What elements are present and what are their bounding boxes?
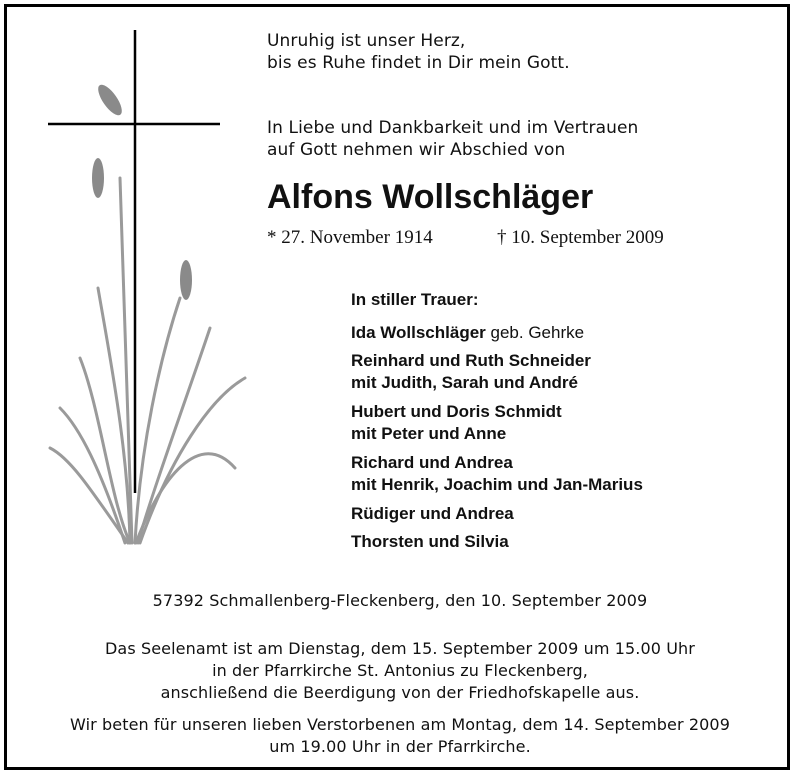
prayer-line-1: Wir beten für unseren lieben Verstorbenen am Montag, dem 14. September 2009 (70, 715, 730, 734)
cattail-icon (92, 81, 192, 300)
cross-with-reeds-illustration (40, 28, 260, 553)
mourners-heading: In stiller Trauer: (351, 290, 479, 309)
mourner-line-4b: mit Henrik, Joachim und Jan-Marius (351, 475, 643, 494)
intro-line-2: auf Gott nehmen wir Abschied von (267, 140, 566, 160)
intro-line-1: In Liebe und Dankbarkeit und im Vertrauen (267, 118, 639, 138)
service-line-3: anschließend die Beerdigung von der Friedhofskapelle aus. (160, 683, 640, 702)
place-date: 57392 Schmallenberg-Fleckenberg, den 10. September 2009 (152, 591, 648, 610)
deceased-name: Alfons Wollschläger (267, 178, 594, 216)
death-date: † 10. September 2009 (497, 227, 664, 248)
service-line-2: in der Pfarrkirche St. Antonius zu Fleckenberg, (212, 661, 588, 680)
birth-date: * 27. November 1914 (267, 227, 433, 248)
mourner-line-4a: Richard und Andrea (351, 453, 513, 472)
quote-line-2: bis es Ruhe findet in Dir mein Gott. (267, 53, 570, 73)
reeds-icon (50, 178, 245, 543)
mourner-ida: Ida Wollschläger geb. Gehrke (351, 323, 585, 342)
mourner-line-2a: Reinhard und Ruth Schneider (351, 351, 591, 370)
mourner-line-3a: Hubert und Doris Schmidt (351, 402, 562, 421)
mourner-line-2b: mit Judith, Sarah und André (351, 373, 578, 392)
mourner-line-3b: mit Peter und Anne (351, 424, 507, 443)
service-line-1: Das Seelenamt ist am Dienstag, dem 15. September 2009 um 15.00 Uhr (105, 639, 695, 658)
mourner-line-5: Rüdiger und Andrea (351, 504, 514, 523)
quote-line-1: Unruhig ist unser Herz, (267, 31, 466, 51)
prayer-line-2: um 19.00 Uhr in der Pfarrkirche. (269, 737, 531, 756)
mourner-line-6: Thorsten und Silvia (351, 532, 509, 551)
